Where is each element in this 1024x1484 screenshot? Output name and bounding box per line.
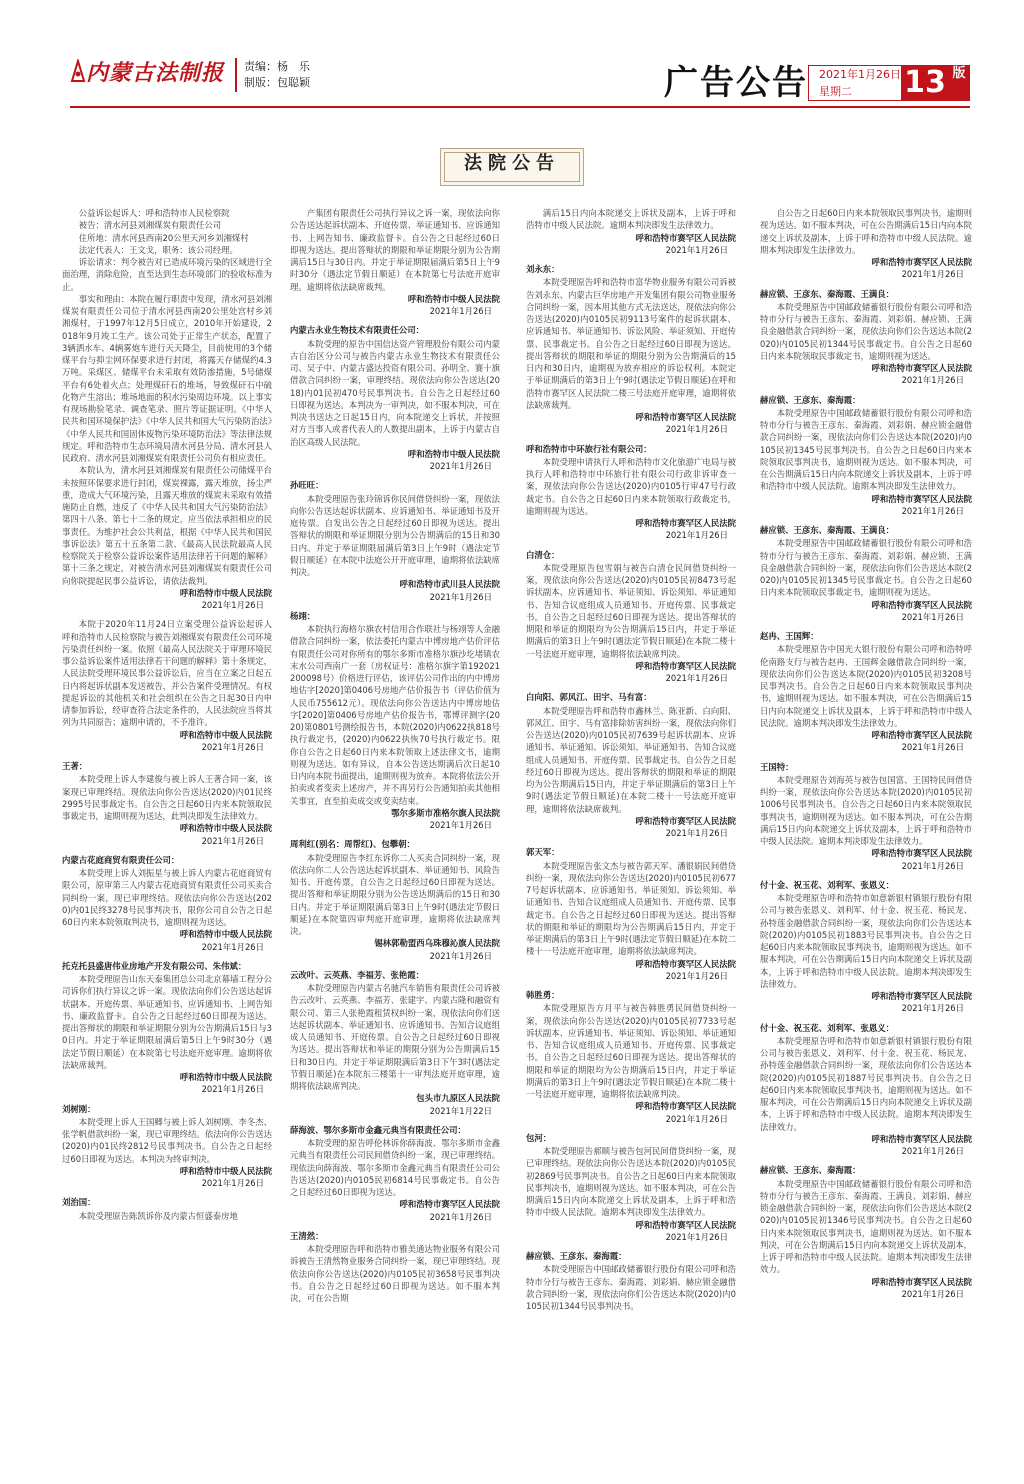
notice-date: 2021年1月26日 xyxy=(201,600,264,610)
notice-date: 2021年1月26日 xyxy=(901,611,964,622)
designer-line: 制版：包聪颖 xyxy=(244,76,310,89)
court-notice xyxy=(526,1250,736,1312)
notice-date: 2021年1月26日 xyxy=(665,424,728,435)
header-rule xyxy=(70,106,970,108)
court-notice xyxy=(290,324,500,472)
notice-date: 2021年1月26日 xyxy=(901,375,964,386)
notice-paragraph: 本院受理原告中国邮政储蓄银行股份有限公司呼和浩特市分行与被告王彦东、秦海霞、刘彩娟、赫应锁金融借款合同纠纷一案，现依法向你们公告送达本院(2020)内0105民初1344号民事判决书。 xyxy=(526,1264,736,1311)
notice-addressee: 赫应锁、王彦东、秦海霞： xyxy=(760,1165,861,1176)
notice-addressee: 薛海波、鄂尔多斯市金鑫元典当有限责任公司： xyxy=(290,1124,466,1135)
court-signature: 呼和浩特市赛罕区人民法院 xyxy=(871,848,972,859)
court-signature: 呼和浩特市赛罕区人民法院 xyxy=(871,991,972,1001)
court-notice xyxy=(760,207,972,281)
notice-paragraph: 本院受理原告中国邮政储蓄银行股份有限公司呼和浩特市分行与被告王彦东、秦海霞、刘彩娟、赫应锁金融借款合同纠纷一案，现依法向你们公告送达本院(2020)内0105民初1345号民事判决书。自公告之日起60日内来本院领取民事判决书，逾期则视为送达。如不服本判决，可在公告期满后15日内向本院递交上诉状及副本，上诉于呼和浩特市中级人民法院。逾期本判决即发生法律效力。 xyxy=(760,407,972,492)
court-signature: 呼和浩特市中级人民法院 xyxy=(407,293,500,304)
court-signature: 呼和浩特市赛罕区人民法院 xyxy=(635,1219,736,1230)
court-notice xyxy=(760,394,972,518)
court-signature: 呼和浩特市赛罕区人民法院 xyxy=(871,1133,972,1144)
editor-line: 责编：杨 乐 xyxy=(244,60,310,73)
notice-date: 2021年1月26日 xyxy=(665,1113,728,1124)
notice-addressee: 刘治国： xyxy=(62,1197,96,1208)
court-signature: 呼和浩特市中级人民法院 xyxy=(179,587,272,598)
notice-addressee: 郭天军： xyxy=(526,847,560,858)
notice-column-3 xyxy=(526,207,736,1477)
notice-date: 2021年1月26日 xyxy=(201,835,264,846)
issue-weekday: 星期二 xyxy=(819,85,852,98)
court-notice xyxy=(290,1230,500,1305)
notice-date: 2021年1月26日 xyxy=(201,1178,264,1188)
court-signature: 呼和浩特市赛罕区人民法院 xyxy=(635,412,736,422)
notice-addressee: 王著： xyxy=(62,761,88,771)
notice-paragraph: 本院受理的原告呼伦林诉你薛海波、鄂尔多斯市金鑫元典当有限责任公司民间借贷纠纷一案，现已审理终结。现依法向薛海波、鄂尔多斯市金鑫元典当有限责任公司公告送达(2020)内0105民初6814号民事裁定书。自公告之日起经过60日即视为送达。 xyxy=(290,1138,500,1197)
notice-paragraph: 本院受理原告包雪娟与被告白清仓民间借贷纠纷一案，现依法向你公告送达(2020)内0105民初8473号起诉状副本、应诉通知书、举证须知、诉讼须知、举证通知书、告知合议庭组成人员通知书、开庭传票、民事裁定书。自公告之日起经过60日即视为送达。提出答辩状的期限和举证的期限均为公告期满后15日内，并定于举证期满后的第3日上午9时(遇法定节假日顺延)在本院二楼十一号法庭开庭审理，逾期将依法缺席判决。 xyxy=(526,562,736,659)
notice-date: 2021年1月26日 xyxy=(429,591,492,602)
notice-paragraph: 本院受理上诉人王国卿与被上诉人刘树刚、李冬杰、张学帆借款纠纷一案，现已审理终结。依法向你公告送达(2020)内01民终2812号民事判决书。自公告之日起经过60日即视为送达。本判决为终审判决。 xyxy=(62,1116,272,1164)
court-notice xyxy=(290,838,500,962)
section-banner xyxy=(440,148,584,186)
editor-credits xyxy=(244,59,310,91)
court-signature: 呼和浩特市赛罕区人民法院 xyxy=(635,815,736,826)
notice-column-2 xyxy=(290,207,500,1477)
notice-addressee: 刘永东： xyxy=(526,264,560,274)
court-signature: 呼和浩特市中级人民法院 xyxy=(179,729,272,740)
court-notice xyxy=(760,630,972,754)
notice-addressee: 周利红(别名：周帮红)、包攀朝： xyxy=(290,839,415,850)
court-notice xyxy=(526,846,736,982)
notice-addressee: 呼和浩特市中环旅行社有限公司： xyxy=(526,443,652,454)
notice-date: 2021年1月26日 xyxy=(429,820,492,830)
notice-paragraph: 本院受理原告中国邮政储蓄银行股份有限公司呼和浩特市分行与被告王彦东、秦海霞、王满良、刘彩娟、赫应锁金融借款合同纠纷一案，现依法向你们公告送达本院(2020)内0105民初1346号民事判决书。自公告之日起60日内来本院领取民事判决书，逾期则视为送达。如不服本判决，可在公告期满后15日内向本院递交上诉状及副本，上诉于呼和浩特市中级人民法院。逾期本判决即发生法律效力。 xyxy=(760,1178,972,1275)
notice-paragraph: 被告：清水河县刘湘煤炭有限责任公司 xyxy=(78,220,222,231)
notice-paragraph: 本院受理原告呼和浩特市如意新银村镇银行股份有限公司与被告张恩义、刘利军、付十金、祝玉花、杨民龙、孙特莲金融借款合同纠纷一案，现依法向你们公告送达本院(2020)内0105民初1883号民事判决书。自公告之日起60日内来本院领取民事判决书，逾期则视为送达。如不服本判决，可在公告期满后15日内向本院递交上诉状及副本，上诉于呼和浩特市中级人民法院。逾期本判决即发生法律效力。 xyxy=(760,893,972,989)
notice-paragraph: 诉讼请求：判令被告对已造成环境污染的区域进行全面治理，消除危险，直至达到生态环境部门的验收标准为止。 xyxy=(62,257,272,292)
court-signature: 呼和浩特市赛罕区人民法院 xyxy=(635,958,736,969)
notice-paragraph: 法定代表人：王文戈，职务：该公司经理。 xyxy=(78,244,238,255)
court-notice xyxy=(526,549,736,685)
notice-addressee: 赫应锁、王彦东、秦海霞： xyxy=(526,1251,627,1261)
notice-date: 2021年1月26日 xyxy=(665,970,728,981)
notice-date: 2021年1月26日 xyxy=(901,269,964,280)
notice-date: 2021年1月26日 xyxy=(901,505,964,516)
notice-paragraph: 本院受理原告内蒙古名驰汽车销售有限责任公司诉被告云改叶、云英燕、李福芳、张建宇、内蒙古隆和融资有限公司、第三人张艳霞租赁权纠纷一案，现依法向你们送达起诉状副本、举证通知书、应诉通知书、告知合议庭组成人员通知书、开庭传票。自公告之日起经过60日即视为送达。提出答辩状和举证的期限分别为公告期满后15日和30日内。并定于举证期限满后第3日下午3时(遇法定节假日顺延)在本院东三楼第十一审判法庭开庭审理，逾期将依法缺席判决。 xyxy=(290,983,500,1091)
notice-addressee: 赵冉、王国辉： xyxy=(760,631,819,641)
notice-date: 2021年1月26日 xyxy=(665,828,728,838)
notice-addressee: 云改叶、云英燕、李福芳、张艳霞： xyxy=(290,969,424,980)
court-notice xyxy=(526,443,736,542)
notice-date: 2021年1月26日 xyxy=(429,306,492,316)
notice-date: 2021年1月26日 xyxy=(665,530,728,541)
court-notice xyxy=(760,1022,972,1158)
notice-addressee: 白向阳、郭风江、田宇、马有富： xyxy=(526,692,652,703)
notice-paragraph: 本院受理原告山东天泰集团总公司北京幕墙工程分公司诉你们执行异议之诉一案。现依法向你们公告送达起诉状副本、开庭传票、举证通知书、应诉通知书、上网告知书、廉政监督卡。自公告之日起经过60日即视为送达。提出答辩状的期限和举证期限分别为公告期满后15日与30日内。并定于举证期限届满后第5日上午9时30分（遇法定节假日顺延）在本院第七号法庭开庭审理。逾期将依法缺席裁判。 xyxy=(62,974,272,1070)
banner-title: 法院公告 xyxy=(464,153,560,174)
court-notice xyxy=(760,1164,972,1300)
notice-date: 2021年1月26日 xyxy=(201,741,264,752)
page-suffix: 版 xyxy=(948,65,970,101)
notice-addressee: 韩胜勇： xyxy=(526,990,560,1000)
court-notice xyxy=(62,960,272,1096)
logo-divider xyxy=(235,58,237,92)
notice-paragraph: 事实和理由：本院在履行职责中发现，清水河县刘湘煤炭有限责任公司位于清水河县西南20公里处宫村乡刘湘煤村，于1997年12月5日成立，2010年开始建设，2018年9月竣工生产。该公司处于正常生产状态，配置了3辆洒水车、4辆雾炮车进行天天降尘，目前使用的3个储煤平台与抑尘网环保要求进行封闭，将露天存储煤约4.3万吨。采煤区、储煤平台未采取有效防渗措施，5号储煤平台有6处着火点；处理煤矸石的堆场，导致煤矸石中硫化物产生溶出；堆场地面的积水污染周边环境。以上事实有现场勘验笔录、调查笔录、照片等证据证明。《中华人民共和国环境保护法》《中华人民共和国大气污染防治法》《中华人民共和国固体废物污染环境防治法》等法律法规规定。呼和浩特市生态环境局清水河县分局、清水河县人民政府、清水河县刘湘煤炭有限责任公司负有相应责任。 xyxy=(62,293,272,463)
notice-column-1 xyxy=(62,207,272,1477)
notice-addressee: 王清然： xyxy=(290,1230,324,1241)
notice-paragraph: 公益诉讼起诉人：呼和浩特市人民检察院 xyxy=(78,208,230,218)
notice-paragraph: 本院受理原告呼和浩特市如意新银村镇银行股份有限公司与被告张恩义、刘利军、付十金、祝玉花、杨民龙、孙特莲金融借款合同纠纷一案，现依法向你们公告送达本院(2020)内0105民初1887号民事判决书。自公告之日起60日内来本院领取民事判决书，逾期则视为送达。如不服本判决，可在公告期满后15日内向本院递交上诉状及副本，上诉于呼和浩特市中级人民法院。逾期本判决即发生法律效力。 xyxy=(760,1035,972,1132)
court-notice xyxy=(290,610,500,832)
court-notice xyxy=(62,207,272,611)
masthead xyxy=(0,0,1024,108)
court-signature: 呼和浩特市赛罕区人民法院 xyxy=(871,1276,972,1287)
notice-addressee: 白清仓： xyxy=(526,549,560,560)
court-signature: 呼和浩特市赛罕区人民法院 xyxy=(635,660,736,671)
notice-date: 2021年1月22日 xyxy=(429,1105,492,1116)
court-signature: 呼和浩特市武川县人民法院 xyxy=(399,579,500,590)
notice-paragraph: 本院受理原告呼和浩特市雅美通达物业服务有限公司诉被告王清然物业服务合同纠纷一案，现已审理终结。现依法向你公告送达(2020)内0105民初3658号民事判决书。自公告之日起经过60日即视为送达。如不服本判决，可在公告期 xyxy=(290,1244,500,1303)
notice-paragraph: 自公告之日起60日内来本院领取民事判决书，逾期则视为送达。如不服本判决，可在公告期满后15日内向本院递交上诉状及副本，上诉于呼和浩特市中级人民法院。逾期本判决即发生法律效力。 xyxy=(760,208,972,255)
court-notice xyxy=(62,1196,272,1222)
notice-addressee: 王国特： xyxy=(760,761,794,772)
notice-paragraph: 本院受理原告呼和浩特市鑫林兰、陈亚新、白向阳、郭风江、田宇、马有富排除妨害纠纷一案，现依法向你们公告送达(2020)内0105民初7639号起诉状副本、应诉通知书、举证通知、诉讼须知、举证通知书、告知合议庭组成人员通知书、开庭传票、民事裁定书。自公告之日起经过60日即视为送达。提出答辩状的期限和举证的期限均为公告期满后15日内，并定于举证期满后的第3日上午9时(遇法定节假日顺延)在本院二楼十一号法庭开庭审理，逾期将依法缺席裁判。 xyxy=(526,705,736,814)
court-notice xyxy=(760,879,972,1015)
court-signature: 呼和浩特市赛罕区人民法院 xyxy=(399,1199,500,1210)
notice-addressee: 刘树刚： xyxy=(62,1103,96,1114)
court-notice xyxy=(62,1103,272,1190)
notice-paragraph: 本院受理原告张文杰与被告郭天军、潘银娟民间借贷纠纷一案，现依法向你公告送达(2020)内0105民初6777号起诉状副本、应诉通知书、举证须知、诉讼须知、举证通知书、告知合议庭组成人员通知书、开庭传票、民事裁定书。自公告之日起经过60日即视为送达。提出答辩状的期限和举证的期限均为公告期满后15日内，并定于举证期满后的第3日上午9时(遇法定节假日顺延)在本院二楼十一号法庭开庭审理，逾期将依法缺席判决。 xyxy=(526,860,736,957)
notice-paragraph: 本院受理申请执行人呼和浩特市文化旅游广电局与被执行人呼和浩特市中环旅行社有限公司行政非诉审查一案，现依法向你公告送达(2020)内0105行审47号行政裁定书。自公告之日起60日内来本院领取行政裁定书，逾期则视为送达。 xyxy=(526,456,736,516)
court-signature: 呼和浩特市中级人民法院 xyxy=(179,929,272,940)
court-notice xyxy=(526,989,736,1125)
notice-addressee: 付十金、祝玉花、刘利军、张恩义： xyxy=(760,879,894,890)
notice-paragraph: 本院受理原告中国邮政储蓄银行股份有限公司呼和浩特市分行与被告王彦东、秦海霞、刘彩娟、赫应锁、王满良金融借款合同纠纷一案，现依法向你们公告送达本院(2020)内0105民初1344号民事裁定书。自公告之日起60日内来本院领取民事裁定书，逾期则视为送达。 xyxy=(760,301,972,361)
notice-addressee: 孙旺旺： xyxy=(290,480,324,491)
notice-date: 2021年1月26日 xyxy=(901,742,964,753)
notice-date: 2021年1月26日 xyxy=(665,1231,728,1242)
notice-addressee: 内蒙古永业生物技术有限责任公司： xyxy=(290,325,424,336)
notice-paragraph: 本院受理原告郝顺与被告包河民间借贷纠纷一案，现已审理终结。现依法向你公告送达本院(2020)内0105民初2869号民事判决书。自公告之日起60日内来本院领取民事判决书，逾期则视为送达。如不服本判决，可在公告期满后15日内向本院递交上诉状及副本，上诉于呼和浩特市中级人民法院。逾期本判决即发生法律效力。 xyxy=(526,1146,736,1218)
notice-paragraph: 住所地：清水河县西南20公里天河乡刘湘煤村 xyxy=(78,232,249,243)
court-notice xyxy=(760,761,972,872)
court-signature: 鄂尔多斯市准格尔旗人民法院 xyxy=(391,807,500,818)
court-signature: 呼和浩特市中级人民法院 xyxy=(179,1072,272,1082)
notice-date: 2021年1月26日 xyxy=(901,1003,964,1014)
notice-addressee: 内蒙古花庭商贸有限责任公司： xyxy=(62,854,180,865)
court-signature: 呼和浩特市中级人民法院 xyxy=(179,823,272,834)
court-signature: 呼和浩特市赛罕区人民法院 xyxy=(635,1101,736,1112)
court-signature: 呼和浩特市中级人民法院 xyxy=(179,1165,272,1176)
notice-paragraph: 本院受理原告中国邮政储蓄银行股份有限公司呼和浩特市分行与被告王彦东、秦海霞、刘彩娟、赫应锁、王满良金融借款合同纠纷一案，现依法向你们公告送达本院(2020)内0105民初1345号民事裁定书。自公告之日起60日内来本院领取民事裁定书，逾期则视为送达。 xyxy=(760,538,972,598)
notice-paragraph: 本院受理的原告中国信达资产管理股份有限公司内蒙古自治区分公司与被告内蒙古永业生物技术有限责任公司、吴子中、内蒙古盛达投资有限公司、孙明全、赛十旗借款合同纠纷一案，审理终结。现依法向你公告送达(2018)内01民初470号民事判决书。自公告之日起经过60日即视为送达。本判决为一审判决，如不服本判决，可在判决书送达之日起15日内，向本院递交上诉状，并按照对方当事人或者代表人的人数提出副本，上诉于内蒙古自治区高级人民法院。 xyxy=(290,338,500,447)
notice-paragraph: 本院认为，清水河县刘湘煤炭有限责任公司储煤平台未按照环保要求进行封闭，煤炭裸露，露天堆放，扬尘严重，造成大气环境污染，且露天堆放的煤炭未采取有效措施防止自燃，违反了《中华人民共和国大气污染防治法》第四十八条、第七十二条的规定，应当依法承担相应的民事责任。为维护社会公共利益，根据《中华人民共和国民事诉讼法》第五十五条第二款、《最高人民法院最高人民检察院关于检察公益诉讼案件适用法律若干问题的解释》第十三条之规定，对被告清水河县刘湘煤炭有限责任公司向你院提起民事公益诉讼，请依法裁判。 xyxy=(62,465,272,586)
section-title: 广告公告 xyxy=(664,63,808,103)
issue-date-box xyxy=(808,65,902,101)
court-notice xyxy=(760,524,972,623)
notice-paragraph: 本院受理上诉人刘振星与被上诉人内蒙古花庭商贸有限公司，原审第三人内蒙古花庭商贸有限责任公司买卖合同纠纷一案，现已审理终结。现依法向你公告送达(2020)内01民终3278号民事判决书，限你公司自公告之日起60日内来本院领取判决书，逾期则视为送达。 xyxy=(62,868,272,927)
notice-paragraph: 本院受理原告刘海英与被告包国富、王国特民间借贷纠纷一案，现依法向你公告送达本院(2020)内0105民初1006号民事判决书。自公告之日起60日内来本院领取民事判决书，逾期则视为送达。如不服本判决，可在公告期满后15日内向本院递交上诉状及副本，上诉于呼和浩特市中级人民法院。逾期本判决即发生法律效力。 xyxy=(760,774,972,846)
notice-paragraph: 本院受理原告呼和浩特市富华物业服务有限公司诉被告刘永东、内蒙古巨华房地产开发集团有限公司物业服务合同纠纷一案，因本用其他方式无法送达，现依法向你公告送达(2020)内0105民初9113号案件的起诉状副本、应诉通知书、举证通知书、诉讼风险、举证须知、开庭传票、民事裁定书。自公告之日起经过60日即视为送达。提出答辩状的期限和举证的期限分别为公告期满后的15日内和30日内，逾期视为放弃相应的诉讼权利。本院定于举证期满后的第3日上午9时(遇法定节假日顺延)在呼和浩特市赛罕区人民法院二楼三号法庭开庭审理，逾期将依法缺席裁判。 xyxy=(526,277,736,410)
notice-paragraph: 本院受理原告中国光大银行股份有限公司呼和浩特呼伦南路支行与被告赵冉、王国辉金融借款合同纠纷一案，现依法向你们公告送达本院(2020)内0105民初3208号民事判决书。自公告之日起60日内来本院领取民事判决书，逾期则视为送达。如不服本判决，可在公告期满后15日内向本院递交上诉状及副本，上诉于呼和浩特市中级人民法院。逾期本判决即发生法律效力。 xyxy=(760,644,972,728)
court-signature: 锡林郭勒盟西乌珠穆沁旗人民法院 xyxy=(374,938,500,949)
notice-date: 2021年1月26日 xyxy=(665,673,728,683)
notice-addressee: 赫应锁、王彦东、秦海霞： xyxy=(760,394,861,405)
page-number: 13 xyxy=(902,65,948,101)
notice-paragraph: 本院于2020年11月24日立案受理公益诉讼起诉人呼和浩特市人民检察院与被告刘湘煤炭有限责任公司环境污染责任纠纷一案。依照《最高人民法院关于审理环境民事公益诉讼案件适用法律若干问题的解释》第十条规定，人民法院受理环境民事公益诉讼后，应当在立案之日起五日内将起诉状副本发送被告，并公告案件受理情况。有权提起诉讼的其他机关和社会组织在公告之日起30日内申请参加诉讼，经审查符合法定条件的，人民法院应当将其列为共同原告；逾期申请的，不予准许。 xyxy=(62,619,272,728)
court-signature: 呼和浩特市赛罕区人民法院 xyxy=(871,599,972,610)
notice-addressee: 赫应锁、王彦东、秦海霞、王满良： xyxy=(760,525,894,535)
court-notice xyxy=(62,854,272,953)
court-signature: 呼和浩特市赛罕区人民法院 xyxy=(635,518,736,528)
notice-paragraph: 产集团有限责任公司执行异议之诉一案，现依法向你公告送达起诉状副本、开庭传票、举证通知书、应诉通知书、上网告知书、廉政监督卡。自公告之日起经过60日即视为送达。提出答辩状的期限和举证期限分别为公告期满后15日与30日内。并定于举证期限届满后第5日上午9时30分（遇法定节假日顺延）在本院第七号法庭开庭审理。逾期将依法缺席裁判。 xyxy=(290,208,500,292)
notice-paragraph: 本院受理原告张玲锦诉你民间借贷纠纷一案，现依法向你公告送达起诉状副本、应诉通知书、举证通知书及开庭传票。自发出公告之日起经过60日即视为送达。提出答辩状的期限和举证期限分别为公告期满后的15日和30日内。并定于举证期限届满后第3日上午9时（遇法定节假日顺延）在本院中法庭公开开庭审理，逾期将依法缺席判决。 xyxy=(290,493,500,577)
court-signature: 呼和浩特市赛罕区人民法院 xyxy=(635,232,736,243)
notice-paragraph: 本院受理原告方月平与被告韩胜勇民间借贷纠纷一案，现依法向你公告送达(2020)内0105民初7733号起诉状副本、应诉通知书、举证须知、诉讼须知、举证通知书、告知合议庭组成人员通知书、开庭传票、民事裁定书。自公告之日起经过60日即视为送达。提出答辩状的期限和举证的期限均为公告期满后15日内，并定于举证期满后的第3日上午9时(遇法定节假日顺延)在本院二楼十一号法庭开庭审理，逾期将依法缺席判决。 xyxy=(526,1003,736,1099)
notice-paragraph: 本院执行海格尔旗农村信用合作联社与杨翊等人金融借款合同纠纷一案，依法委托内蒙古中博房地产估价评估有限责任公司对你所有的鄂尔多斯市准格尔旗沙圪堵镇农末水公司西南广一套（房权证号：准格尔旗字第192021200098号）价格进行评估，该评估公司作出的内中博房地估字[2020]第0406号房地产估价报告书（评估价值为人民币755612元）。现依法向你公告送达内中博房地估字[2020]第0406号房地产估价报告书，鄂博评测字(2020)第0801号测绘报告书，本院(2020)内0622执818号执行裁定书，(2020)内0622执恢70号执行裁定书。限你自公告之日起60日内来本院领取上述法律文书，逾期则视为送达。如有异议，自本公告送达期满后次日起10日内向本院书面提出，逾期则视为放弃。本院将依法公开拍卖或者变卖上述房产，并不再另行公告通知拍卖其他相关事宜，直至拍卖成交或变卖结束。 xyxy=(290,624,500,806)
notice-date: 2021年1月26日 xyxy=(429,950,492,961)
notice-column-4 xyxy=(760,207,972,1477)
notice-addressee: 赫应锁、王彦东、秦海霞、王满良： xyxy=(760,288,894,299)
court-notice xyxy=(62,760,272,847)
court-signature: 呼和浩特市赛罕区人民法院 xyxy=(871,730,972,740)
court-signature: 包头市九原区人民法院 xyxy=(416,1093,500,1104)
notice-addressee: 杨翊： xyxy=(290,610,316,621)
newspaper-logo xyxy=(70,56,235,92)
notice-date: 2021年1月26日 xyxy=(665,244,728,255)
notice-date: 2021年1月26日 xyxy=(901,1146,964,1156)
court-signature: 呼和浩特市赛罕区人民法院 xyxy=(871,363,972,373)
court-notice xyxy=(526,1132,736,1243)
notice-date: 2021年1月26日 xyxy=(201,941,264,952)
court-signature: 呼和浩特市赛罕区人民法院 xyxy=(871,493,972,504)
notice-addressee: 托克托县盛唐伟业房地产开发有限公司、朱伟斌： xyxy=(62,960,247,971)
court-notice xyxy=(290,969,500,1117)
court-notice xyxy=(526,691,736,839)
court-notice xyxy=(760,288,972,387)
court-signature: 呼和浩特市中级人民法院 xyxy=(407,448,500,459)
issue-date: 2021年1月26日 xyxy=(819,68,901,81)
court-notice xyxy=(290,207,500,317)
notice-date: 2021年1月26日 xyxy=(429,1211,492,1222)
notice-date: 2021年1月26日 xyxy=(201,1084,264,1095)
court-notice xyxy=(526,207,736,256)
court-notice xyxy=(526,263,736,436)
notice-paragraph: 本院受理上诉人李建俊与被上诉人王著合同一案，该案现已审理终结。现依法向你公告送达(2020)内01民终2995号民事裁定书。自公告之日起60日内来本院领取民事裁定书，逾期则视为送达，此判决即发生法律效力。 xyxy=(62,774,272,821)
court-signature: 呼和浩特市赛罕区人民法院 xyxy=(871,257,972,267)
court-notice xyxy=(290,479,500,603)
notice-addressee: 付十金、祝玉花、刘利军、张恩义： xyxy=(760,1022,894,1033)
notice-paragraph: 本院受理原告陈凯诉你及内蒙古恒盛泰房地 xyxy=(78,1210,238,1221)
notice-date: 2021年1月26日 xyxy=(901,1288,964,1299)
notice-date: 2021年1月26日 xyxy=(429,461,492,471)
court-notice xyxy=(62,618,272,753)
logo-text: 内蒙古法制报 xyxy=(86,60,225,86)
notice-paragraph: 本院受理原告李红东诉你二人买卖合同纠纷一案，现依法向你二人公告送达起诉状副本、举证通知书、风险告知书、开庭传票，自公告之日起经过60日即视为送达。提出答辩和举证期限分别为公告送达期满后的15日和30日内。并定于举证期限满后第3日上午9时(遇法定节假日顺延)在本院第四审判庭开庭审理，逾期将依法缺席判决。 xyxy=(290,852,500,936)
notice-addressee: 包河： xyxy=(526,1132,552,1143)
notice-date: 2021年1月26日 xyxy=(901,860,964,871)
notice-paragraph: 满后15日内向本院递交上诉状及副本，上诉于呼和浩特市中级人民法院。逾期本判决即发生法律效力。 xyxy=(526,208,736,231)
court-notice xyxy=(290,1124,500,1223)
logo-emblem-icon xyxy=(70,59,86,83)
